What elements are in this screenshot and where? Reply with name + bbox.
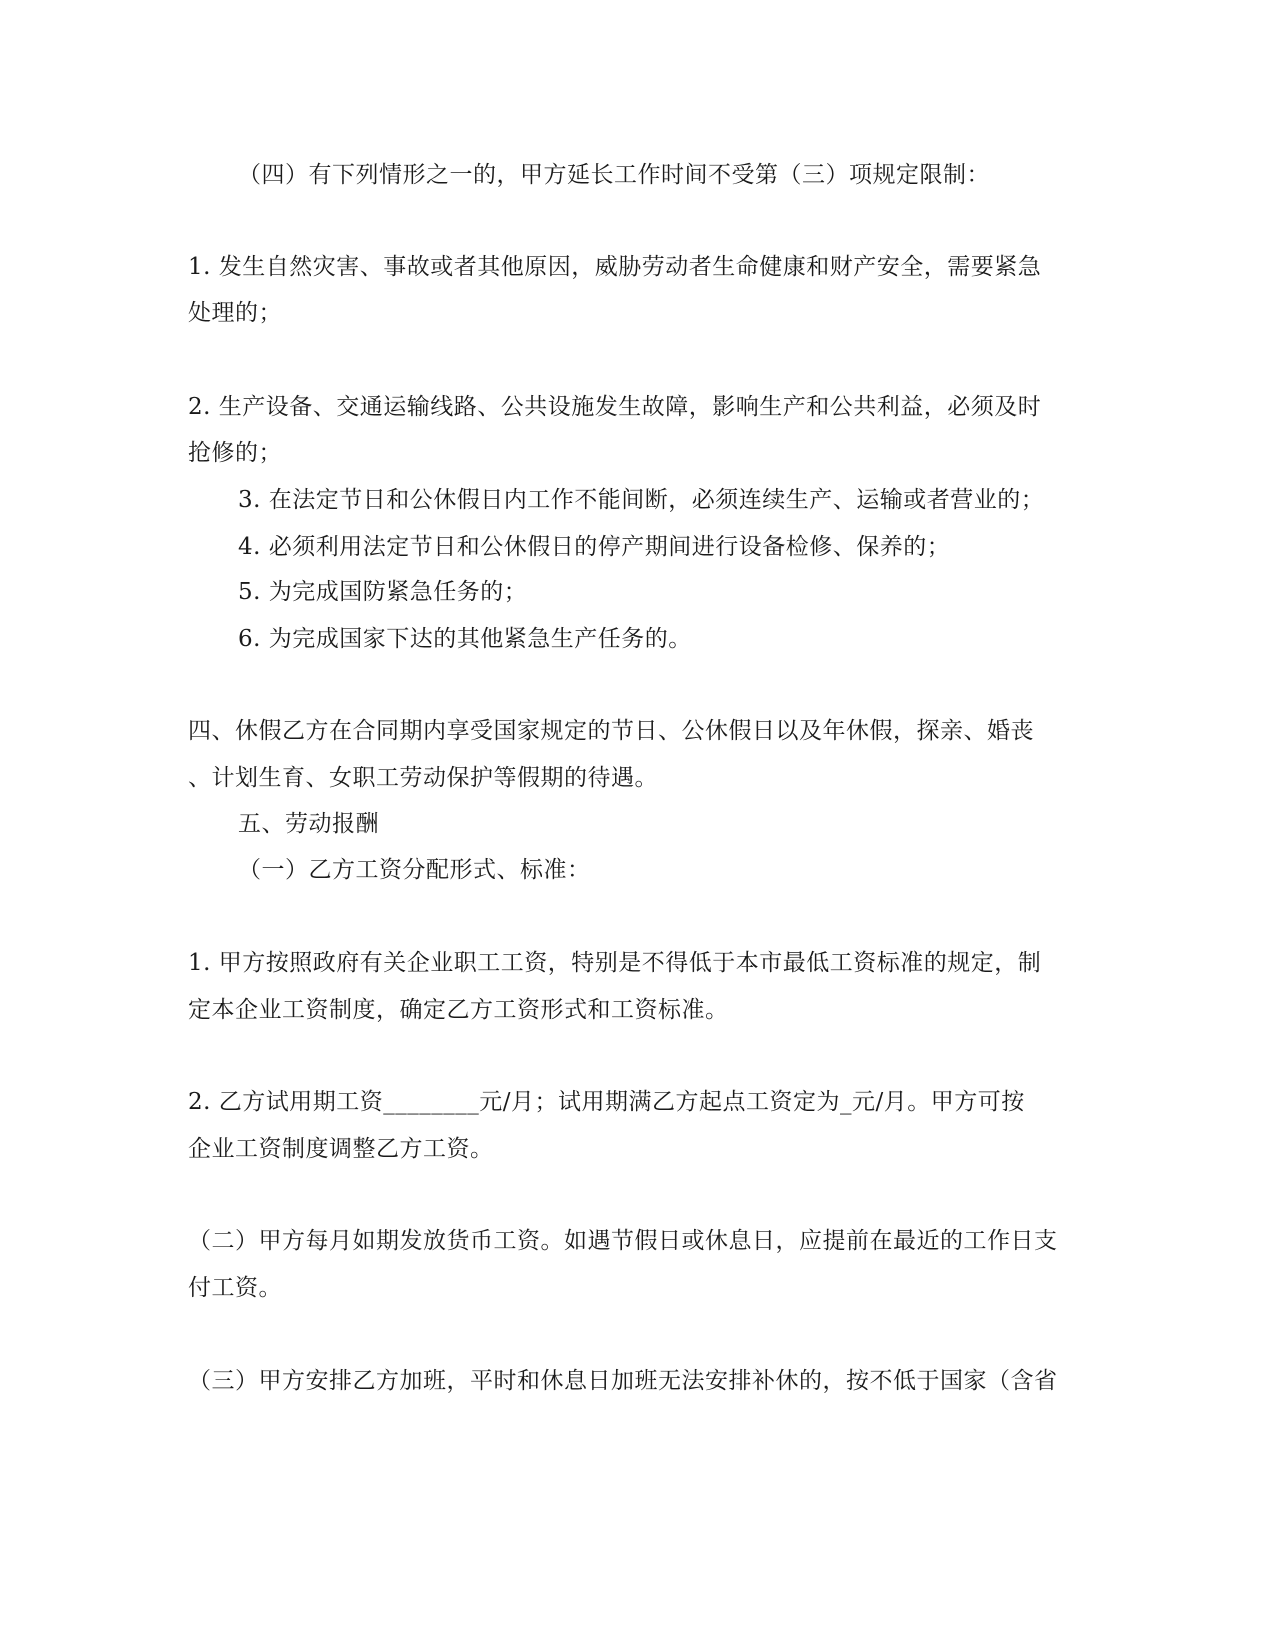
wage-item-1-line-1: 1. 甲方按照政府有关企业职工工资，特别是不得低于本市最低工资标准的规定，制 [188,950,1042,976]
clause-5-3-line-1: （三）甲方安排乙方加班，平时和休息日加班无法安排补休的，按不低于国家（含省 [188,1368,1058,1394]
item-1-line-1: 1. 发生自然灾害、事故或者其他原因，威胁劳动者生命健康和财产安全，需要紧急 [188,254,1042,280]
clause-4-heading: （四）有下列情形之一的，甲方延长工作时间不受第（三）项规定限制： [238,162,990,188]
item-2-line-2: 抢修的； [188,440,282,466]
item-5: 5. 为完成国防紧急任务的； [238,579,528,605]
clause-5-2-line-1: （二）甲方每月如期发放货币工资。如遇节假日或休息日，应提前在最近的工作日支 [188,1228,1058,1254]
item-1-line-2: 处理的； [188,300,282,326]
item-6: 6. 为完成国家下达的其他紧急生产任务的。 [238,626,692,652]
item-3: 3. 在法定节日和公休假日内工作不能间断，必须连续生产、运输或者营业的； [238,487,1045,513]
wage-item-2-line-2: 企业工资制度调整乙方工资。 [188,1136,494,1162]
section-4-line-2: 、计划生育、女职工劳动保护等假期的待遇。 [188,765,658,791]
section-5-heading: 五、劳动报酬 [238,811,379,837]
item-4: 4. 必须利用法定节日和公休假日的停产期间进行设备检修、保养的； [238,534,951,560]
clause-5-1-heading: （一）乙方工资分配形式、标准： [238,857,591,883]
wage-item-2-line-1: 2. 乙方试用期工资________元/月；试用期满乙方起点工资定为_元/月。甲方可按 [188,1089,1025,1115]
wage-item-1-line-2: 定本企业工资制度，确定乙方工资形式和工资标准。 [188,997,729,1023]
section-4-line-1: 四、休假乙方在合同期内享受国家规定的节日、公休假日以及年休假，探亲、婚丧 [188,718,1034,744]
clause-5-2-line-2: 付工资。 [188,1275,282,1301]
item-2-line-1: 2. 生产设备、交通运输线路、公共设施发生故障，影响生产和公共利益，必须及时 [188,394,1042,420]
